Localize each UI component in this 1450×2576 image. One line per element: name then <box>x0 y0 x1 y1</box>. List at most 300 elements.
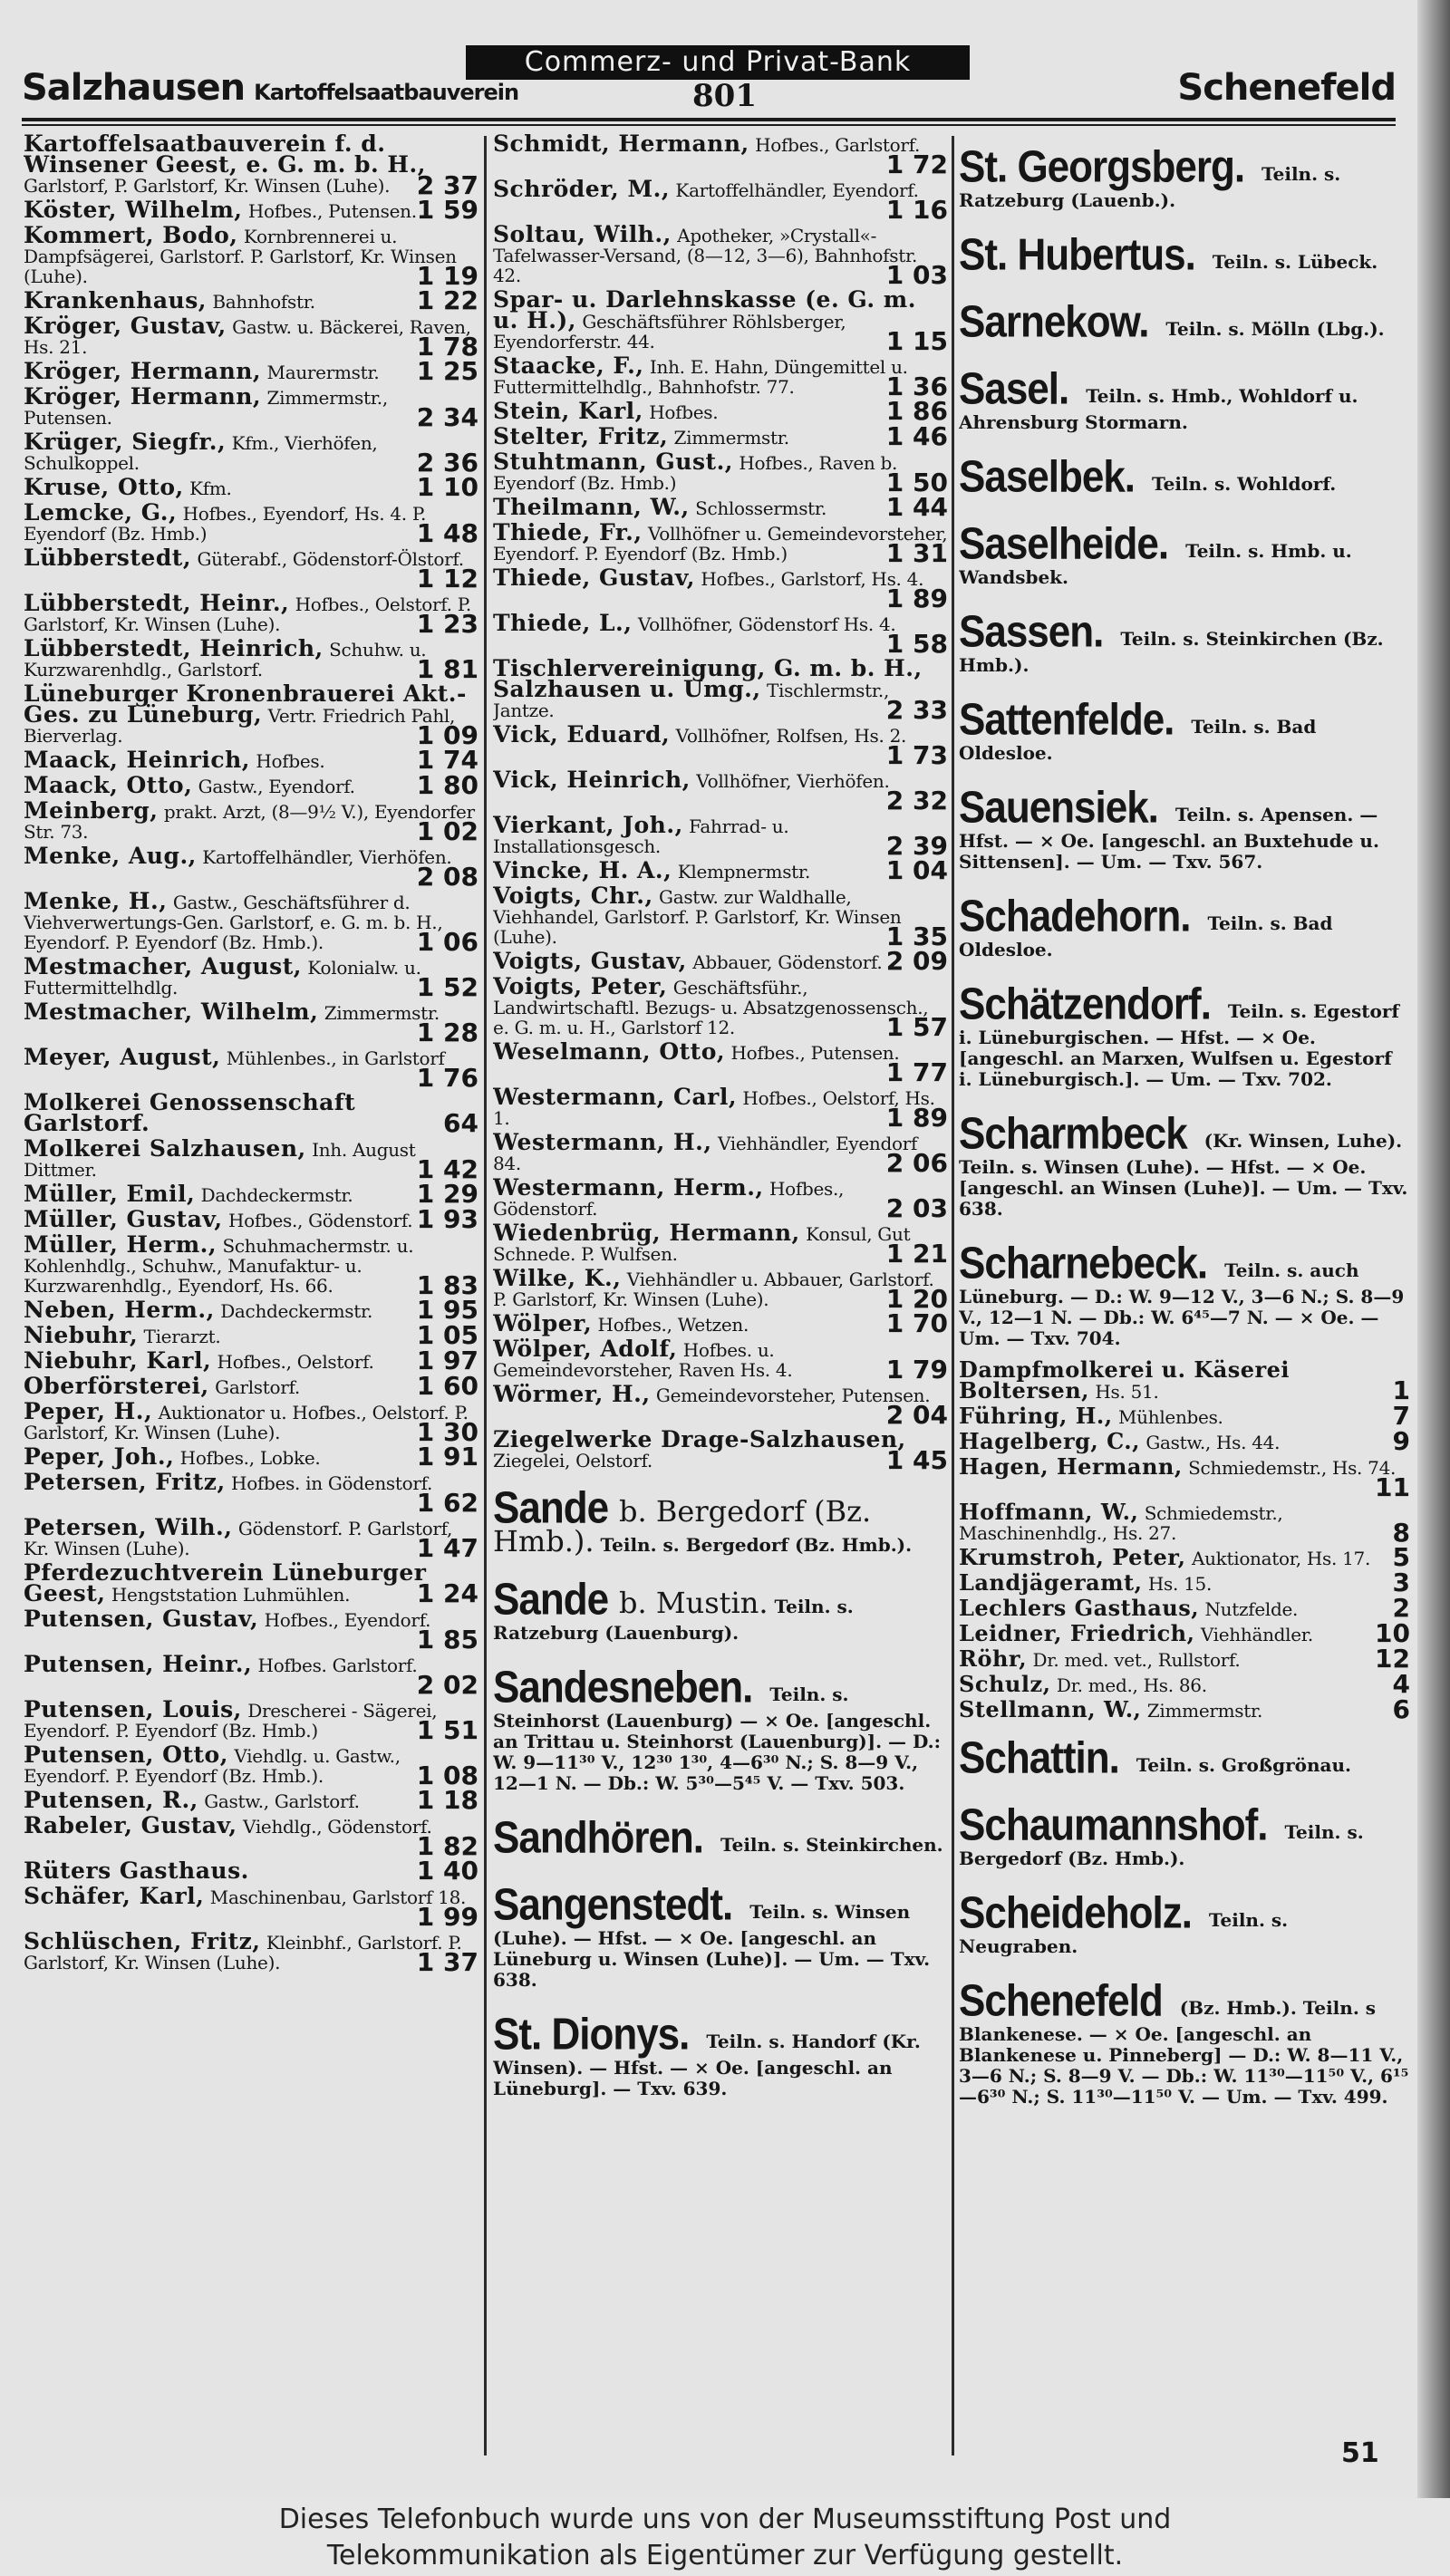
phone-number: 1 36 <box>885 371 948 401</box>
subscriber-name: Mestmacher, August, <box>24 953 302 979</box>
listing-entry <box>493 421 948 451</box>
subscriber-name: Hagen, Hermann, <box>959 1453 1183 1480</box>
phone-number: 2 <box>1392 1593 1410 1623</box>
listing-entry <box>959 1542 1410 1572</box>
subscriber-name: Müller, Herm., <box>24 1231 218 1258</box>
listing-entry <box>24 472 478 502</box>
subscriber-details: Kartoffelhändler, Vierhöfen. <box>202 846 452 868</box>
place-heading <box>959 442 1410 509</box>
place-details: Teiln. s. auch Lüneburg. — D.: W. 9—12 V., 3—6 N.; S. 8—9 V., 12—1 N. — Db.: W. 6⁴⁵—7 N. — × Oe. — Um. — Txv. 704. <box>959 1259 1405 1349</box>
phone-number: 1 24 <box>416 1578 478 1608</box>
phone-number: 1 60 <box>416 1371 478 1401</box>
place-details: Teiln. s. Bergedorf (Bz. Hmb.). <box>600 1534 913 1556</box>
subscriber-name: Molkerei Salzhausen, <box>24 1135 306 1162</box>
place-heading <box>959 882 1410 970</box>
subscriber-name: Oberförsterei, <box>24 1373 209 1399</box>
place-details: (Kr. Winsen, Luhe). Teiln. s. Winsen (Luhe). — Hfst. — × Oe. [angeschl. an Winsen (Luhe)]. — Um. — Txv. 638. <box>959 1130 1408 1220</box>
phone-number: 1 47 <box>416 1533 478 1563</box>
header-left-place: Salzhausen <box>22 67 246 109</box>
subscriber-details: Vollhöfner, Rolfsen, Hs. 2. <box>675 725 907 747</box>
phone-number: 1 79 <box>885 1355 948 1384</box>
listing-entry <box>24 546 478 592</box>
listing-entry <box>24 1400 478 1445</box>
phone-number: 1 37 <box>416 1947 478 1977</box>
subscriber-name: Landjägeramt, <box>959 1569 1143 1596</box>
place-heading <box>959 773 1410 882</box>
subscriber-name: Köster, Wilhelm, <box>24 197 243 223</box>
subscriber-name: Thiede, L., <box>493 610 633 636</box>
phone-number: 1 16 <box>885 195 948 225</box>
footer-line-1: Dieses Telefonbuch wurde uns von der Museumsstiftung Post und <box>278 2504 1172 2535</box>
subscriber-name: Vick, Eduard, <box>493 721 671 748</box>
place-details: Teiln. s. Großgrönau. <box>1136 1754 1351 1776</box>
subscriber-details: Viehdlg., Gödenstorf. <box>243 1816 432 1838</box>
place-details: Teiln. s. Mölln (Lbg.). <box>1165 318 1385 340</box>
subscriber-name: Petersen, Wilh., <box>24 1514 233 1540</box>
place-name: Sandesneben. <box>493 1663 753 1713</box>
subscriber-name: Westermann, Carl, <box>493 1084 738 1110</box>
listing-entry <box>24 314 478 360</box>
listing-entry <box>493 657 948 723</box>
place-details: Teiln. s. Handorf (Kr. Winsen). — Hfst. — × Oe. [angeschl. an Lüneburg]. — Txv. 639. <box>493 2031 921 2099</box>
listing-entry <box>24 1204 478 1234</box>
phone-number: 1 99 <box>416 1902 478 1932</box>
listing-entry <box>24 1785 478 1815</box>
subscriber-name: Stellmann, W., <box>959 1696 1142 1722</box>
listing-entry <box>24 1371 478 1401</box>
place-details: Teiln. s. Steinkirchen. <box>720 1834 943 1856</box>
subscriber-details: Schmiedemstr., Maschinenhdlg., Hs. 27. <box>959 1502 1283 1544</box>
subscriber-name: Kartoffelsaatbauverein f. d. Winsener Geest, e. G. m. b. H., <box>24 132 426 178</box>
subscriber-name: Führing, H., <box>959 1403 1113 1429</box>
place-name: St. Dionys. <box>493 2010 690 2060</box>
subscriber-name: Lechlers Gasthaus, <box>959 1595 1200 1621</box>
subscriber-details: Vollhöfner, Vierhöfen. <box>696 770 890 792</box>
listing-entry <box>493 1428 948 1473</box>
place-heading <box>493 1565 948 1653</box>
phone-number: 1 05 <box>416 1320 478 1350</box>
subscriber-details: Hofbes. Garlstorf. <box>257 1655 418 1676</box>
phone-number: 2 33 <box>885 695 948 725</box>
subscriber-name: Voigts, Gustav, <box>493 948 687 974</box>
subscriber-name: Vierkant, Joh., <box>493 812 683 838</box>
phone-number: 1 19 <box>416 261 478 291</box>
subscriber-details: Ziegelei, Oelstorf. <box>493 1450 652 1471</box>
phone-number: 1 20 <box>885 1284 948 1314</box>
listing-entry <box>959 1401 1410 1431</box>
subscriber-details: Hofbes., Eyendorf. <box>264 1609 431 1631</box>
listing-entry <box>493 1131 948 1176</box>
subscriber-name: Wörmer, H., <box>493 1381 651 1407</box>
phone-number: 11 <box>1375 1472 1410 1502</box>
place-details: Teiln. s. Wohldorf. <box>1152 473 1337 495</box>
header-rule-thin <box>22 124 1396 126</box>
subscriber-name: Putensen, R., <box>24 1787 198 1813</box>
phone-number: 6 <box>1392 1694 1410 1724</box>
listing-entry <box>493 723 948 768</box>
subscriber-name: Staacke, F., <box>493 352 644 379</box>
phone-number: 1 82 <box>416 1831 478 1861</box>
column-2-entries <box>493 132 948 1473</box>
subscriber-name: Rüters Gasthaus. <box>24 1857 249 1884</box>
subscriber-name: Müller, Gustav, <box>24 1206 223 1232</box>
column-1 <box>24 132 478 2452</box>
phone-number: 1 22 <box>416 285 478 315</box>
subscriber-details: Gastw., Geschäftsführer d. Viehverwertungs-Gen. Garlstorf, e. G. m. b. H., Eyendorf. P. Eyendorf (Bz. Hmb.). <box>24 892 443 953</box>
subscriber-details: Auktionator u. Hofbes., Oelstorf. P. Garlstorf, Kr. Winsen (Luhe). <box>24 1402 469 1443</box>
subscriber-details: Gastw. zur Waldhalle, Viehhandel, Garlstorf. P. Garlstorf, Kr. Winsen (Luhe). <box>493 886 902 948</box>
subscriber-name: Spar- u. Darlehnskasse (e. G. m. u. H.), <box>493 286 916 333</box>
phone-number: 2 09 <box>885 946 948 976</box>
subscriber-details: Hs. 51. <box>1095 1381 1159 1403</box>
subscriber-name: Hoffmann, W., <box>959 1499 1139 1525</box>
place-details: Teiln. s. Lübeck. <box>1212 251 1378 273</box>
listing-entry <box>24 1743 478 1789</box>
listing-entry <box>24 1046 478 1091</box>
subscriber-details: Garlstorf, P. Garlstorf, Kr. Winsen (Luhe). <box>24 175 391 197</box>
subscriber-details: Geschäftsführ., Landwirtschaftl. Bezugs- u. Absatzgenossensch., e. G. m. u. H., Garlstorf 12. <box>493 977 929 1038</box>
phone-number: 3 <box>1392 1568 1410 1597</box>
phone-number: 1 04 <box>885 855 948 885</box>
phone-number: 1 74 <box>416 745 478 775</box>
phone-number: 1 51 <box>416 1715 478 1745</box>
page-header <box>22 45 1396 116</box>
listing-entry <box>24 285 478 315</box>
subscriber-name: Molkerei Genossenschaft Garlstorf. <box>24 1089 356 1136</box>
place-heading <box>959 1790 1410 1878</box>
phone-number: 1 23 <box>416 609 478 639</box>
listing-entry <box>24 501 478 546</box>
phone-number: 1 29 <box>416 1179 478 1209</box>
phone-number: 1 72 <box>885 150 948 179</box>
subscriber-details: Schlossermstr. <box>695 497 827 519</box>
place-name: Sassen. <box>959 607 1104 657</box>
place-details: Teiln. s. Bad Oldesloe. <box>959 716 1317 764</box>
subscriber-details: Vertr. Friedrich Pahl, Bierverlag. <box>24 705 456 747</box>
listing-entry <box>493 1085 948 1131</box>
place-heading <box>959 970 1410 1099</box>
subscriber-name: Putensen, Gustav, <box>24 1606 259 1632</box>
place-name: Schaumannshof. <box>959 1800 1268 1850</box>
listing-entry <box>493 354 948 400</box>
place-details: Teiln. s. Ratzeburg (Lauenb.). <box>959 163 1341 211</box>
listing-entry <box>24 224 478 289</box>
phone-number: 1 89 <box>885 1103 948 1133</box>
place-details: Teiln. s. Hmb., Wohldorf u. Ahrensburg Stormarn. <box>959 385 1358 433</box>
subscriber-name: Röhr, <box>959 1645 1028 1672</box>
subscriber-details: Hofbes., Putensen. <box>730 1042 900 1064</box>
subscriber-details: Hofbes., Putensen. <box>247 200 417 222</box>
listing-entry <box>24 195 478 225</box>
subscriber-details: Hofbes., Garlstorf, Hs. 4. <box>701 568 924 590</box>
listing-entry <box>493 884 948 950</box>
subscriber-name: Niebuhr, <box>24 1322 139 1348</box>
subscriber-name: Niebuhr, Karl, <box>24 1347 212 1374</box>
subscriber-details: Gastw., Garlstorf. <box>204 1790 360 1812</box>
listing-entry <box>24 637 478 682</box>
subscriber-details: Maurermstr. <box>266 362 380 383</box>
subscriber-name: Weselmann, Otto, <box>493 1038 726 1065</box>
listing-entry <box>959 1426 1410 1456</box>
listing-entry <box>493 1176 948 1221</box>
footer-notice <box>0 2498 1450 2576</box>
subscriber-details: Vollhöfner, Gödenstorf Hs. 4. <box>637 613 896 635</box>
phone-number: 1 78 <box>416 332 478 362</box>
phone-number: 1 46 <box>885 421 948 451</box>
subscriber-name: Kröger, Hermann, <box>24 383 262 410</box>
listing-entry <box>959 1358 1410 1404</box>
place-heading <box>493 1870 948 2000</box>
place-heading <box>959 287 1410 354</box>
subscriber-name: Vick, Heinrich, <box>493 767 691 793</box>
subscriber-details: Hs. 15. <box>1147 1573 1213 1595</box>
phone-number: 8 <box>1392 1518 1410 1548</box>
phone-number: 2 39 <box>885 831 948 861</box>
subscriber-details: Hofbes., Gödenstorf. <box>227 1210 413 1231</box>
listing-entry <box>493 855 948 885</box>
listing-entry <box>24 1346 478 1375</box>
listing-entry <box>959 1500 1410 1546</box>
subscriber-name: Wölper, <box>493 1310 593 1336</box>
place-details: Teiln. s. Hmb. u. Wandsbek. <box>959 540 1352 588</box>
place-name: Schenefeld <box>959 1976 1163 2026</box>
subscriber-details: Bahnhofstr. <box>212 291 315 313</box>
listing-entry <box>493 1383 948 1428</box>
subscriber-details: Vollhöfner u. Gemeindevorsteher, Eyendorf. P. Eyendorf (Bz. Hmb.) <box>493 523 948 564</box>
subscriber-details: Dr. med., Hs. 86. <box>1056 1674 1207 1696</box>
listing-entry <box>959 1568 1410 1597</box>
place-details: (Bz. Hmb.). Teiln. s Blankenese. — × Oe. [angeschl. an Blankenese u. Pinneberg] — D.: W. 8—11 V., 3—6 N.; S. 8—9 V. — Db.: W. 11³⁰—11⁵⁰ V., 6¹⁵—6³⁰ N.; S. 11³⁰—11⁵⁰ V. — Um. — Txv. 499. <box>959 1997 1409 2108</box>
subscriber-name: Stelter, Fritz, <box>493 423 669 449</box>
place-name: Sangenstedt. <box>493 1880 733 1930</box>
listing-entry <box>24 1516 478 1561</box>
place-details: Teiln. s. Bergedorf (Bz. Hmb.). <box>959 1821 1364 1869</box>
subscriber-details: Güterabf., Gödenstorf-Ölstorf. <box>197 548 464 570</box>
subscriber-details: Hofbes., Gödenstorf. <box>493 1178 845 1220</box>
place-details: Teiln. s. Ratzeburg (Lauenburg). <box>493 1596 854 1644</box>
subscriber-details: Inh. E. Hahn, Düngemittel u. Futtermittelhdlg., Bahnhofstr. 77. <box>493 356 908 398</box>
subscriber-name: Stein, Karl, <box>493 398 643 424</box>
phone-number: 1 85 <box>416 1625 478 1655</box>
listing-entry <box>24 1930 478 1975</box>
subscriber-details: Hofbes., Wetzen. <box>597 1314 749 1336</box>
subscriber-details: Zimmermstr. <box>324 1002 440 1024</box>
phone-number: 1 89 <box>885 584 948 613</box>
subscriber-details: Zimmermstr. <box>1146 1700 1263 1722</box>
subscriber-name: Rabeler, Gustav, <box>24 1812 237 1838</box>
place-name: Saselheide. <box>959 519 1169 569</box>
place-heading <box>493 1473 948 1565</box>
subscriber-details: Schmiedemstr., Hs. 74. <box>1188 1457 1397 1479</box>
subscriber-name: Wölper, Adolf, <box>493 1336 678 1362</box>
phone-number: 1 97 <box>416 1346 478 1375</box>
subscriber-name: Putensen, Otto, <box>24 1741 228 1768</box>
phone-number: 1 30 <box>416 1417 478 1447</box>
subscriber-name: Lüneburger Kronenbrauerei Akt.-Ges. zu Lüneburg, <box>24 680 467 728</box>
header-left-keyword <box>22 67 519 109</box>
column-3-places-top <box>959 132 1410 1358</box>
subscriber-name: Wilke, K., <box>493 1265 622 1291</box>
listing-entry <box>24 745 478 775</box>
subscriber-name: Westermann, Herm., <box>493 1174 764 1201</box>
subscriber-name: Lübberstedt, <box>24 545 192 571</box>
subscriber-name: Maack, Otto, <box>24 772 193 798</box>
place-heading <box>493 1653 948 1803</box>
subscriber-details: Viehdlg. u. Gastw., Eyendorf. P. Eyendorf (Bz. Hmb.). <box>24 1745 401 1787</box>
subscriber-name: Putensen, Heinr., <box>24 1651 253 1677</box>
phone-number: 1 73 <box>885 740 948 770</box>
phone-number: 1 70 <box>885 1308 948 1338</box>
header-right-keyword: Schenefeld <box>1177 67 1396 109</box>
subscriber-name: Ziegelwerke Drage-Salzhausen, <box>493 1426 906 1452</box>
subscriber-details: Dr. med. vet., Rullstorf. <box>1032 1649 1241 1671</box>
place-name: Sarnekow. <box>959 297 1149 347</box>
phone-number: 1 31 <box>885 538 948 568</box>
subscriber-name: Stuhtmann, Gust., <box>493 449 733 475</box>
phone-number: 1 28 <box>416 1018 478 1047</box>
header-left-sub: Kartoffelsaatbauverein <box>254 80 519 105</box>
place-name: Schätzendorf. <box>959 979 1211 1029</box>
listing-entry <box>24 1885 478 1930</box>
phone-number: 1 42 <box>416 1154 478 1184</box>
phone-number: 1 <box>1392 1375 1410 1405</box>
place-name: Saselbek. <box>959 452 1136 502</box>
listing-entry <box>493 1040 948 1085</box>
subscriber-details: Dachdeckermstr. <box>220 1300 373 1322</box>
listing-entry <box>493 132 948 178</box>
phone-number: 2 34 <box>416 402 478 432</box>
column-divider-2 <box>952 136 954 2455</box>
listing-entry <box>493 612 948 657</box>
subscriber-name: Mestmacher, Wilhelm, <box>24 999 319 1025</box>
phone-number: 1 21 <box>885 1239 948 1269</box>
subscriber-name: Schäfer, Karl, <box>24 1883 205 1909</box>
phone-number: 1 83 <box>416 1270 478 1300</box>
phone-number: 1 86 <box>885 396 948 426</box>
subscriber-details: Zimmermstr. <box>673 427 789 449</box>
listing-entry <box>959 1593 1410 1623</box>
subscriber-name: Thiede, Fr., <box>493 519 643 545</box>
subscriber-name: Menke, H., <box>24 888 168 914</box>
subscriber-name: Peper, Joh., <box>24 1443 175 1470</box>
subscriber-details: Tierarzt. <box>143 1326 221 1347</box>
subscriber-name: Kruse, Otto, <box>24 474 184 500</box>
subscriber-details: Geschäftsführer Röhlsberger, Eyendorferstr. 44. <box>493 311 846 352</box>
subscriber-details: Gastw., Eyendorf. <box>198 776 355 797</box>
listing-entry <box>24 1137 478 1182</box>
place-name: Scharmbeck <box>959 1109 1187 1159</box>
phone-number: 1 15 <box>885 326 948 356</box>
column-3 <box>959 132 1410 2452</box>
listing-entry <box>493 1267 948 1312</box>
subscriber-details: Kfm. <box>189 478 232 499</box>
subscriber-name: Wiedenbrüg, Hermann, <box>493 1220 800 1246</box>
listing-entry <box>24 592 478 637</box>
phone-number: 2 04 <box>885 1400 948 1430</box>
subscriber-details: Hofbes., Oelstorf. P. Garlstorf, Kr. Winsen (Luhe). <box>24 593 471 635</box>
place-heading <box>959 354 1410 442</box>
column-divider-1 <box>484 136 487 2455</box>
subscriber-name: Meinberg, <box>24 797 159 824</box>
phone-number: 1 59 <box>416 195 478 225</box>
listing-entry <box>24 132 478 198</box>
subscriber-name: Schlüschen, Fritz, <box>24 1928 261 1954</box>
phone-number: 9 <box>1392 1426 1410 1456</box>
listing-entry <box>24 955 478 1000</box>
subscriber-details: Viehhändler. <box>1200 1624 1313 1645</box>
subscriber-details: Dachdeckermstr. <box>200 1184 353 1206</box>
subscriber-name: Dampfmolkerei u. Käserei Boltersen, <box>959 1356 1290 1404</box>
listing-entry <box>493 178 948 223</box>
listing-entry <box>959 1694 1410 1724</box>
listing-entry <box>493 288 948 354</box>
phone-number: 1 09 <box>416 720 478 750</box>
subscriber-details: Drescherei - Sägerei, Eyendorf. P. Eyendorf (Bz. Hmb.) <box>24 1700 438 1741</box>
listing-entry <box>493 1308 948 1338</box>
phone-number: 12 <box>1375 1644 1410 1674</box>
phone-number: 1 50 <box>885 468 948 497</box>
listing-entry <box>24 890 478 955</box>
phone-number: 1 18 <box>416 1785 478 1815</box>
subscriber-details: Schuhmachermstr. u. Kohlenhdlg., Schuhw., Manufaktur- u. Kurzwarenhdlg., Eyendorf, Hs. 66. <box>24 1235 414 1297</box>
phone-number: 2 36 <box>416 448 478 478</box>
place-details: Teiln. s. Egestorf i. Lüneburgischen. — Hfst. — × Oe. [angeschl. an Marxen, Wulfsen u. Egestorf i. Lüneburgisch.]. — Um. — Txv. 702. <box>959 1000 1399 1090</box>
listing-entry <box>959 1455 1410 1500</box>
subscriber-details: Kartoffelhändler, Eyendorf. <box>675 179 919 201</box>
place-details: Teiln. s. Steinhorst (Lauenburg) — × Oe. [angeschl. an Trittau u. Steinhorst (Lauenburg)]. — D.: W. 9—11³⁰ V., 12³⁰ 1³⁰, 4—6³⁰ N.; S. 8—9 V., 12—1 N. — Db.: W. 5³⁰—5⁴⁵ V. — Txv. 503. <box>493 1684 941 1794</box>
subscriber-details: Tischlermstr., Jantze. <box>493 680 890 721</box>
listing-entry <box>959 1644 1410 1674</box>
place-name: St. Georgsberg. <box>959 142 1245 192</box>
subscriber-details: Gastw., Hs. 44. <box>1146 1432 1281 1453</box>
scan-edge-shadow <box>1417 0 1450 2498</box>
place-name: Scharnebeck. <box>959 1239 1208 1288</box>
place-details: Teiln. s. Bad Oldesloe. <box>959 912 1333 960</box>
place-heading <box>959 597 1410 685</box>
place-name: Scheideholz. <box>959 1888 1192 1938</box>
subscriber-details: Hofbes., Oelstorf. <box>217 1351 374 1373</box>
footer-line-2: Telekommunikation als Eigentümer zur Verfügung gestellt. <box>326 2540 1124 2571</box>
subscriber-name: Thiede, Gustav, <box>493 564 696 591</box>
column-2-places <box>493 1473 948 2108</box>
subscriber-name: Meyer, August, <box>24 1044 221 1070</box>
phone-number: 1 80 <box>416 770 478 800</box>
place-details: Teiln. s. Winsen (Luhe). — Hfst. — × Oe. [angeschl. an Lüneburg u. Winsen (Luhe)]. — Um. — Txv. 638. <box>493 1901 931 1991</box>
phone-number: 2 02 <box>416 1670 478 1700</box>
subscriber-name: Leidner, Friedrich, <box>959 1620 1195 1646</box>
listing-entry <box>24 1000 478 1046</box>
phone-number: 1 48 <box>416 518 478 548</box>
column-2 <box>493 132 948 2452</box>
place-name: Sattenfelde. <box>959 695 1174 745</box>
place-heading <box>959 685 1410 773</box>
subscriber-details: Kleinbhf., Garlstorf. P. Garlstorf, Kr. Winsen (Luhe). <box>24 1932 462 1973</box>
listing-entry <box>24 1233 478 1298</box>
subscriber-name: Lübberstedt, Heinrich, <box>24 635 324 661</box>
subscriber-name: Krüger, Siegfr., <box>24 429 227 455</box>
listing-entry <box>493 396 948 426</box>
listing-entry <box>24 1320 478 1350</box>
subscriber-details: Zimmermstr., Putensen. <box>24 387 388 429</box>
listing-entry <box>24 799 478 844</box>
phone-number: 2 37 <box>416 170 478 200</box>
subscriber-details: Hofbes. in Gödenstorf. <box>231 1472 433 1494</box>
subscriber-details: Hofbes. <box>649 401 719 423</box>
phone-number: 1 44 <box>885 492 948 522</box>
listing-entry <box>493 1337 948 1383</box>
subscriber-details: Hengststation Luhmühlen. <box>111 1584 351 1606</box>
subscriber-details: Inh. August Dittmer. <box>24 1139 416 1181</box>
